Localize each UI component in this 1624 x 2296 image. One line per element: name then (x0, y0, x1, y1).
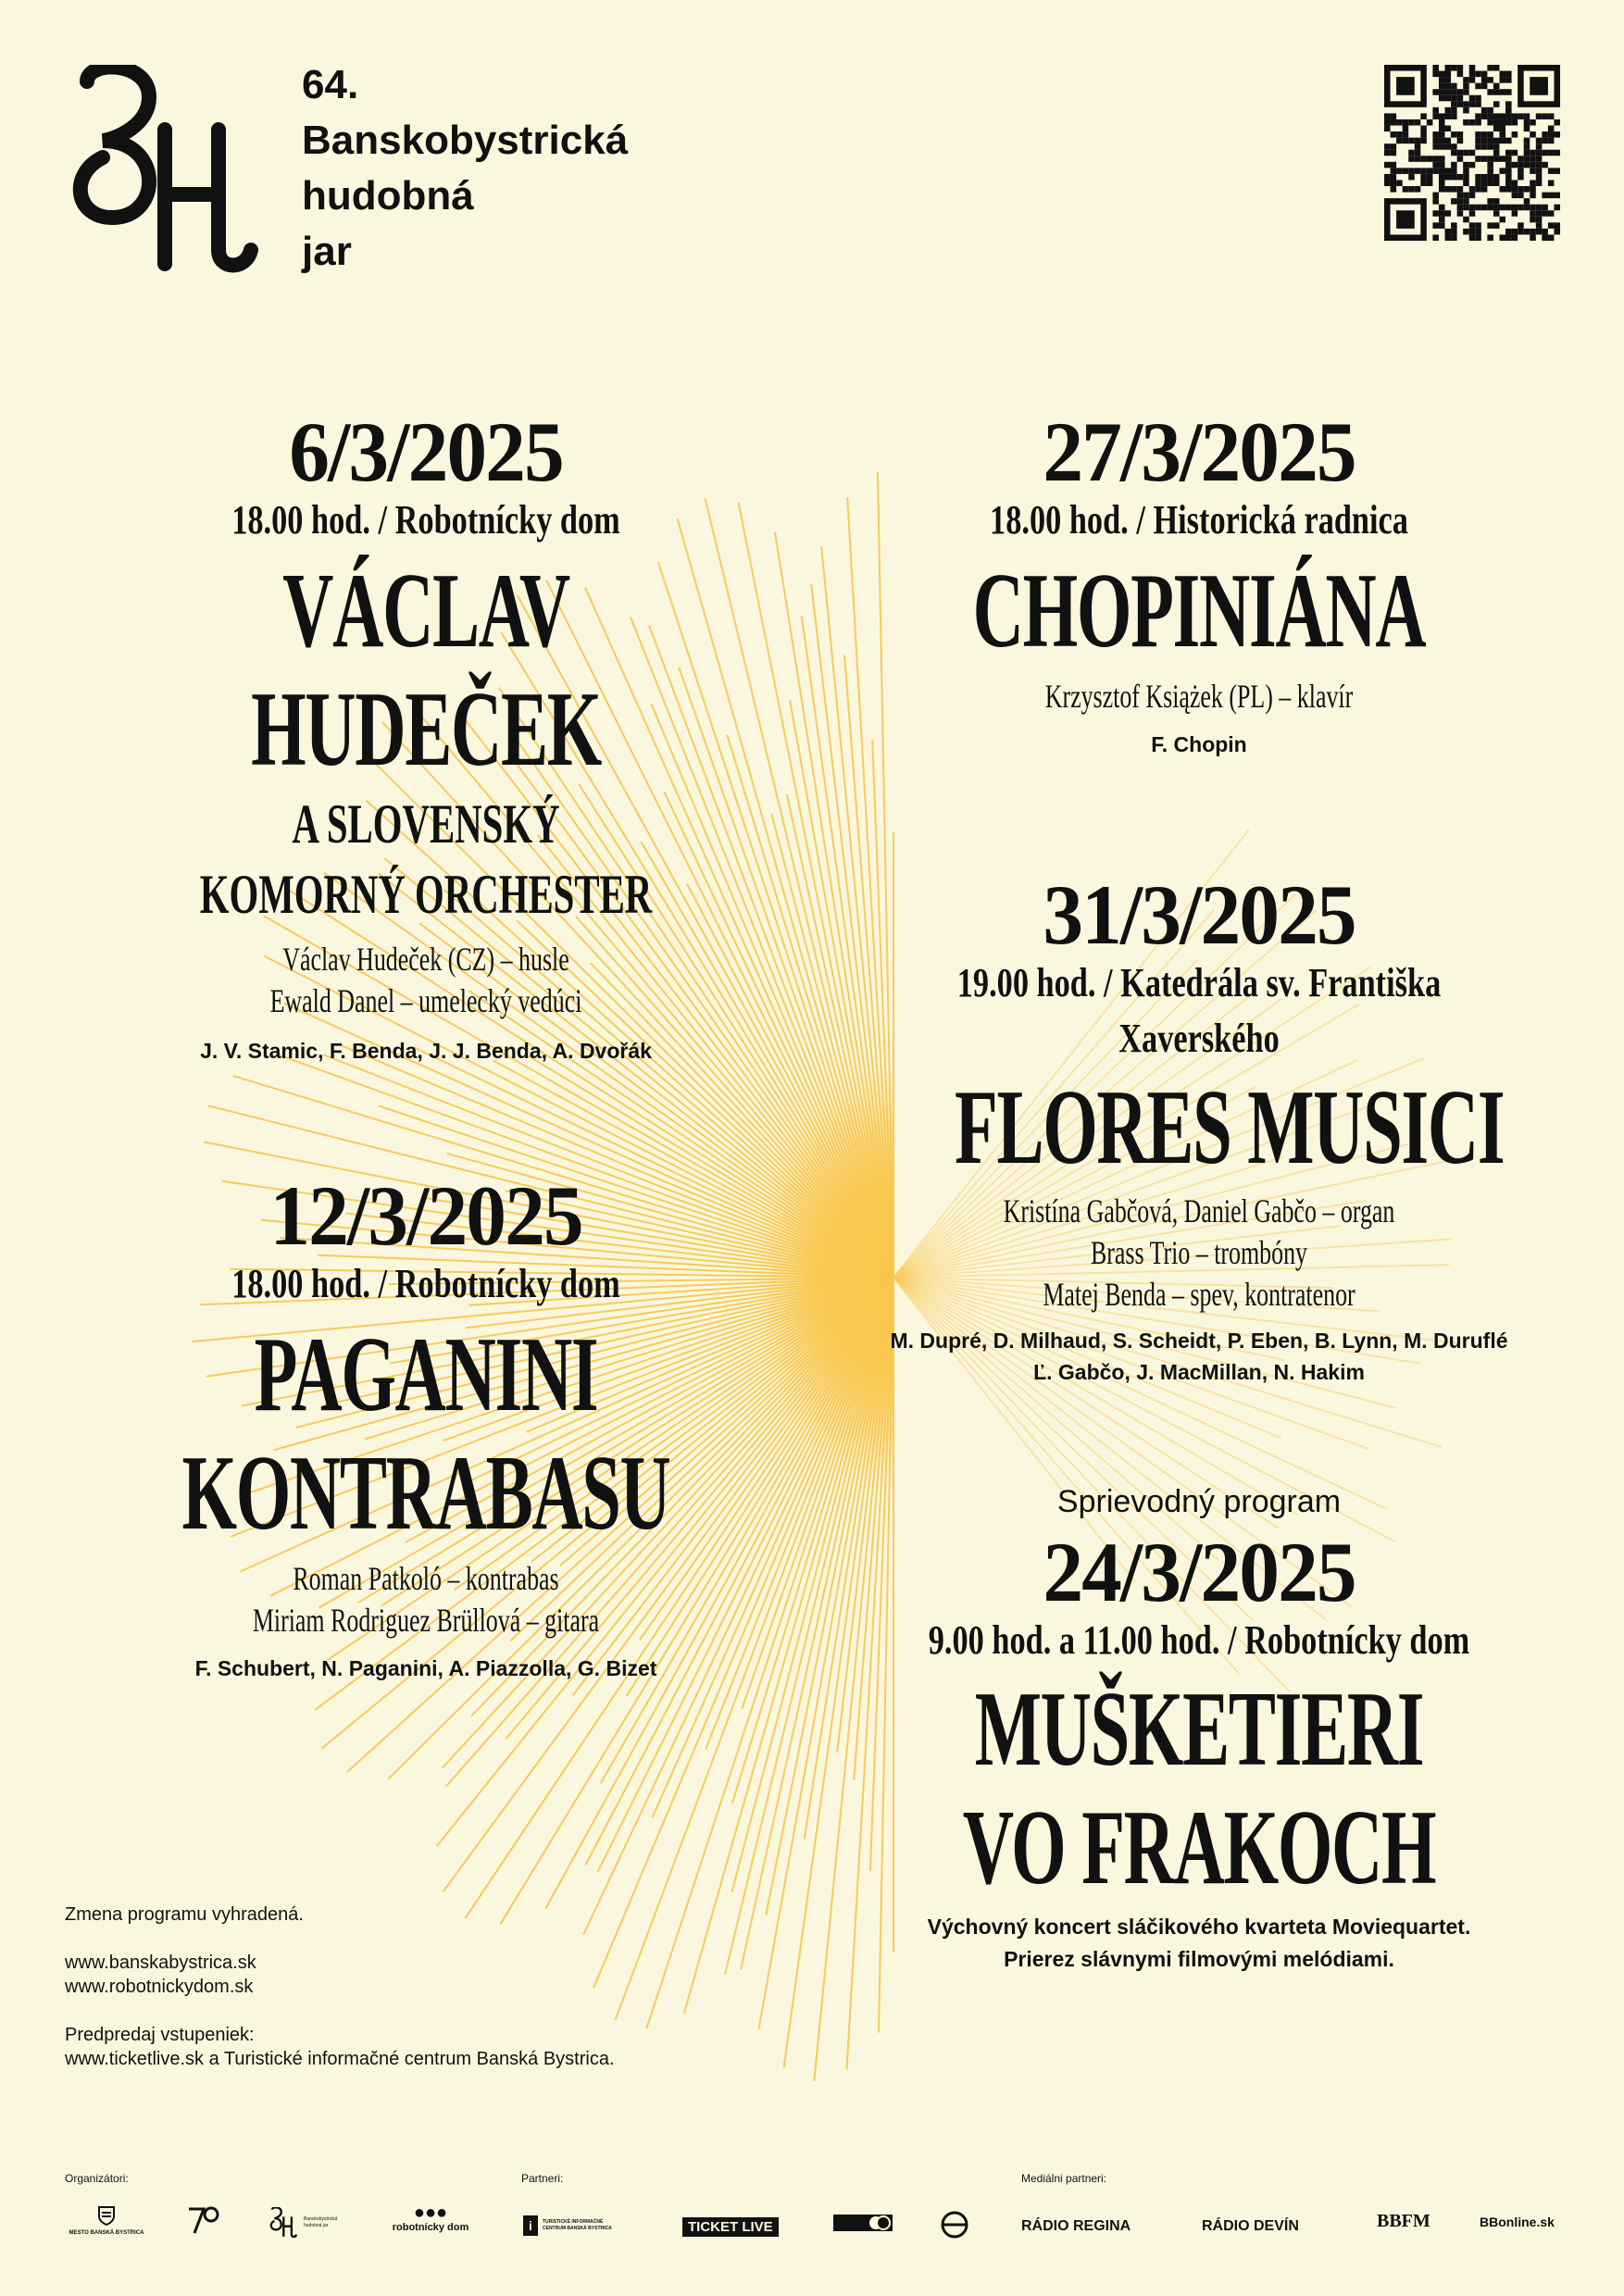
program-change-note: Zmena programu vyhradená. (65, 1904, 304, 1925)
festival-title (302, 57, 628, 280)
concert-title-line: MUŠKETIERI (974, 1670, 1424, 1789)
presale-text: www.ticketlive.sk a Turistické informačné centrum Banská Bystrica. (65, 2049, 615, 2069)
performer-line: Ewald Danel – umelecký vedúci (269, 982, 582, 1019)
concert-time-venue: 19.00 hod. / Katedrála sv. Františka (956, 960, 1442, 1005)
concert-title-line: VO FRAKOCH (962, 1789, 1436, 1907)
concert-title-line: CHOPINIÁNA (972, 552, 1426, 670)
concert-flores-musici (829, 867, 1569, 1388)
title-line-2: Banskobystrická (302, 118, 629, 163)
robotnicky-text: robotnícky dom (392, 2222, 469, 2233)
composers-line: Ľ. Gabčo, J. MacMillan, N. Hakim (1033, 1360, 1365, 1384)
performer-line: Krzysztof Książek (PL) – klavír (1044, 678, 1354, 715)
concert-title-line: VÁCLAV (282, 552, 569, 670)
composers-line: F. Schubert, N. Paganini, A. Piazzolla, G. Bizet (194, 1656, 657, 1680)
festival-logo (61, 65, 265, 278)
link-banskabystrica[interactable]: www.banskabystrica.sk (65, 1953, 256, 1973)
concert-date: 12/3/2025 (269, 1168, 582, 1263)
concert-chopiniana (829, 407, 1569, 760)
concert-date: 24/3/2025 (1043, 1525, 1355, 1619)
concert-date: 31/3/2025 (1043, 867, 1355, 962)
description-line: Výchovný koncert sláčikového kvarteta Moviequartet. (927, 1915, 1471, 1939)
performer-line: Roman Patkoló – kontrabas (293, 1560, 559, 1597)
performer-line: Václav Hudeček (CZ) – husle (282, 941, 569, 978)
concert-time-venue: Xaverského (1118, 1016, 1280, 1061)
presale-label: Predpredaj vstupeniek: (65, 2025, 255, 2045)
program-label: Sprievodný program (1056, 1484, 1342, 1519)
composers-line: M. Dupré, D. Milhaud, S. Scheidt, P. Eben, B. Lynn, M. Duruflé (890, 1329, 1508, 1353)
logo-bbh-small (267, 2207, 337, 2239)
title-line-4: jar (302, 229, 352, 274)
title-line-1: 64. (302, 62, 359, 107)
logo-bbfm: BBFM (1377, 2211, 1430, 2231)
logo-radio-regina: RÁDIO REGINA (1021, 2218, 1131, 2234)
coat-of-arms-icon (97, 2205, 116, 2226)
logo-100-icon: ●●● (413, 2202, 448, 2223)
bbh-small-text: Banskobystrická hudobná jar (304, 2216, 338, 2228)
logo-bbonline: BBonline.sk (1480, 2215, 1555, 2229)
link-robotnickydom[interactable]: www.robotnickydom.sk (65, 1977, 254, 1997)
concert-date: 27/3/2025 (1043, 405, 1355, 499)
concert-title-line: PAGANINI (254, 1316, 598, 1434)
concert-time-venue: 18.00 hod. / Historická radnica (990, 497, 1408, 543)
info-block (65, 1903, 615, 2071)
concert-hudecek (56, 407, 796, 1067)
concert-subtitle-line: A SLOVENSKÝ (292, 793, 560, 855)
logo-mesto-text: MESTO BANSKÁ BYSTRICA (69, 2230, 144, 2236)
qr-code[interactable] (1384, 65, 1560, 241)
concert-musketieri (829, 1483, 1569, 1976)
performer-line: Matej Benda – spev, kontratenor (1043, 1276, 1355, 1313)
partners-label: Partneri: (521, 2172, 564, 2185)
concert-title-line: FLORES MUSICI (955, 1068, 1505, 1187)
composers-line: F. Chopin (1151, 732, 1247, 756)
composers-line: J. V. Stamic, F. Benda, J. J. Benda, A. Dvořák (200, 1039, 652, 1063)
concert-paganini (56, 1168, 796, 1684)
organizers-label: Organizátori: (65, 2172, 129, 2185)
logo-70-icon (185, 2203, 222, 2237)
concert-subtitle-line: KOMORNÝ ORCHESTER (199, 864, 653, 925)
info-icon: i (523, 2215, 538, 2236)
broadcaster-logo-icon (939, 2209, 970, 2240)
concert-time-venue: 9.00 hod. a 11.00 hod. / Robotnícky dom (928, 1617, 1470, 1663)
performer-line: Miriam Rodriguez Brüllová – gitara (252, 1602, 600, 1639)
description-line: Prierez slávnymi filmovými melódiami. (1004, 1947, 1394, 1971)
logo-tic (523, 2215, 617, 2236)
concert-date: 6/3/2025 (289, 405, 563, 499)
logo-mesto (65, 2205, 148, 2236)
concert-time-venue: 18.00 hod. / Robotnícky dom (231, 497, 620, 543)
title-line-3: hudobná (302, 173, 474, 218)
partner-logo-icon (833, 2213, 893, 2233)
tic-text: TURISTICKÉ INFORMAČNÉ CENTRUM BANSKÁ BYSTRICA (543, 2219, 612, 2231)
performer-line: Kristína Gabčová, Daniel Gabčo – organ (1003, 1192, 1395, 1229)
bbh-small-icon (267, 2207, 300, 2239)
performer-line: Brass Trio – trombóny (1090, 1234, 1308, 1271)
concert-title-line: KONTRABASU (181, 1434, 670, 1553)
concert-title-line: HUDEČEK (251, 670, 601, 789)
media-label: Mediálni partneri: (1021, 2172, 1107, 2185)
logo-ticketlive: TICKET LIVE (682, 2217, 779, 2237)
logo-radio-devin: RÁDIO DEVÍN (1202, 2218, 1299, 2234)
concert-time-venue: 18.00 hod. / Robotnícky dom (231, 1261, 620, 1306)
logo-robotnicky-dom (384, 2203, 477, 2233)
